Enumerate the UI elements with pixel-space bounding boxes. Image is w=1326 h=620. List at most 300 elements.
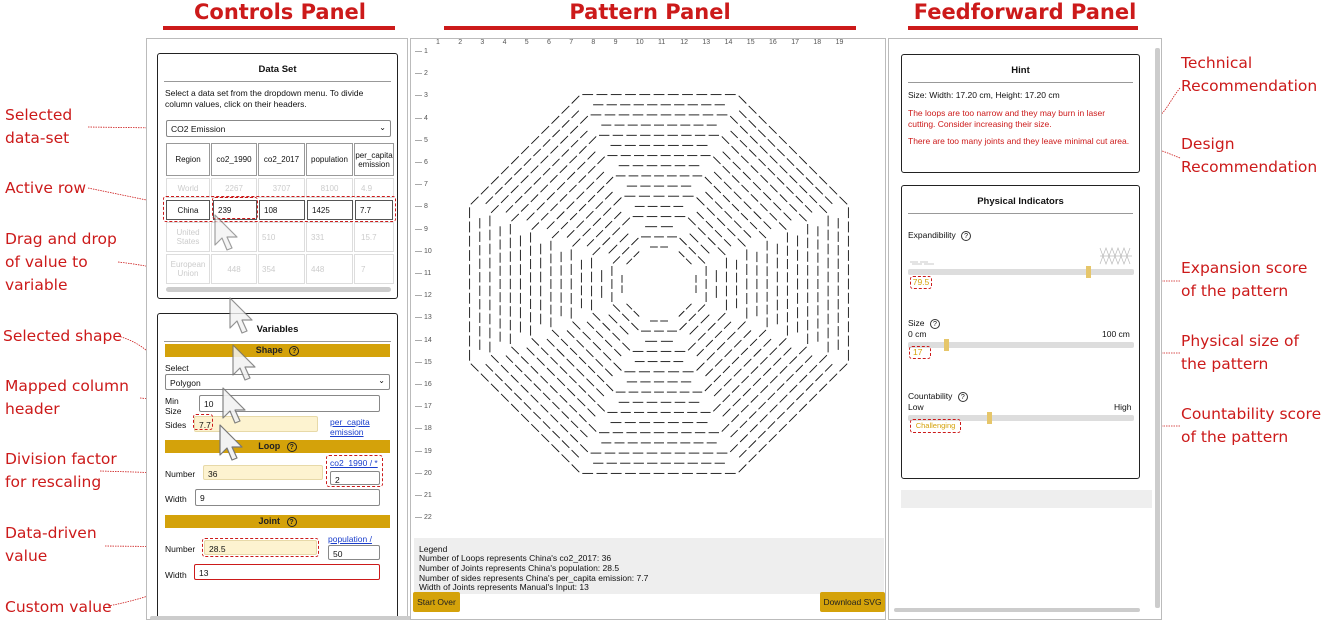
pattern-cut-segment: [739, 465, 747, 473]
pattern-cut-segment: [620, 234, 629, 243]
pattern-cut-segment: [541, 405, 549, 413]
pattern-cut-segment: [796, 365, 803, 372]
pattern-cut-segment: [534, 384, 541, 391]
pattern-cut-segment: [819, 177, 827, 185]
pattern-cut-segment: [738, 322, 746, 330]
callout-countability: Countability score of the pattern: [1181, 405, 1322, 446]
countability-slider-thumb[interactable]: [987, 412, 992, 424]
pattern-cut-segment: [753, 378, 761, 386]
pattern-cut-segment: [764, 339, 772, 347]
pattern-cut-segment: [773, 358, 781, 366]
pattern-cut-segment: [825, 197, 832, 204]
loop-link-highlight: [326, 455, 383, 487]
pattern-cut-segment: [739, 450, 746, 457]
pattern-cut-segment: [567, 388, 575, 396]
pattern-cut-segment: [810, 195, 818, 203]
pattern-cut-segment: [622, 218, 630, 226]
table-header-co2-2017[interactable]: co2_2017: [258, 143, 305, 176]
pattern-cut-segment: [770, 185, 777, 192]
hint-title: Hint: [908, 55, 1133, 83]
pattern-cut-segment: [537, 358, 545, 366]
pattern-cut-segment: [718, 313, 726, 321]
loop-number-input[interactable]: 36: [203, 465, 323, 480]
pattern-cut-segment: [713, 157, 720, 164]
dataset-select[interactable]: [166, 120, 391, 137]
pattern-cut-segment: [706, 340, 713, 347]
pattern-cut-segment: [570, 213, 577, 220]
callout-technical: Technical Recommendation: [1181, 54, 1318, 95]
pattern-cut-segment: [780, 395, 788, 403]
pattern-cut-segment: [622, 247, 629, 254]
pattern-cut-segment: [744, 331, 751, 338]
joint-divisor-input[interactable]: 50: [328, 545, 380, 560]
pattern-cut-segment: [715, 230, 722, 237]
select-label: Select: [165, 363, 189, 373]
pattern-panel-title: Pattern Panel: [569, 0, 731, 24]
pattern-cut-segment: [790, 385, 798, 393]
min-size-input[interactable]: 10: [199, 395, 380, 412]
help-icon[interactable]: ?: [958, 392, 968, 402]
pattern-cut-segment: [567, 331, 574, 338]
pattern-cut-segment: [723, 395, 730, 402]
pattern-cut-segment: [805, 205, 812, 212]
pattern-cut-segment: [744, 359, 752, 367]
pattern-cut-segment: [715, 331, 722, 338]
pattern-cut-segment: [551, 357, 558, 364]
pattern-cut-segment: [840, 197, 848, 205]
pattern-cut-segment: [799, 347, 806, 354]
pattern-cut-segment: [501, 365, 509, 373]
pattern-cut-segment: [819, 355, 827, 363]
pattern-cut-segment: [514, 393, 521, 400]
pattern-cut-segment: [561, 222, 568, 229]
joint-section-header: [165, 515, 390, 528]
pattern-cut-segment: [567, 230, 574, 237]
pattern-cut-segment: [547, 368, 555, 376]
pattern-cut-segment: [723, 152, 731, 160]
pattern-cut-segment: [686, 259, 692, 265]
pattern-cut-segment: [760, 204, 767, 211]
pattern-cut-segment: [758, 431, 765, 438]
pattern-cut-segment: [805, 356, 812, 363]
pattern-cut-segment: [552, 231, 559, 238]
pattern-cut-segment: [570, 126, 578, 134]
callout-mapped-header: Mapped column header: [5, 377, 129, 418]
pattern-cut-segment: [768, 421, 775, 428]
pattern-cut-segment: [789, 146, 797, 154]
loop-width-input[interactable]: 9: [195, 489, 380, 506]
pattern-cut-segment: [734, 192, 742, 200]
pattern-cut-segment: [577, 398, 585, 406]
pattern-cut-segment: [605, 192, 612, 199]
pattern-cut-segment: [501, 394, 509, 402]
ruler-tick-label: — 5: [415, 136, 428, 144]
pattern-cut-segment: [819, 205, 827, 213]
ruler-tick-label: — 8: [415, 203, 428, 211]
table-cell: 448: [306, 254, 353, 284]
pattern-cut-segment: [598, 157, 605, 164]
pattern-cut-segment: [786, 187, 793, 194]
pattern-cut-segment: [541, 348, 548, 355]
pattern-cut-segment: [732, 357, 739, 364]
pattern-cut-segment: [796, 168, 803, 175]
pattern-cut-segment: [763, 192, 771, 200]
expandability-label-text: Expandibility: [908, 230, 956, 240]
pattern-cut-segment: [727, 228, 735, 236]
pattern-cut-segment: [799, 156, 807, 164]
pattern-cut-segment: [810, 365, 818, 373]
pattern-cut-segment: [527, 213, 535, 221]
pattern-cut-segment: [707, 352, 715, 360]
legend-line: Width of Joints represents Manual's Input: 13: [419, 582, 589, 592]
pattern-cut-segment: [825, 364, 832, 371]
joint-width-input[interactable]: 13: [194, 564, 380, 580]
shape-header-label: Shape: [255, 345, 283, 355]
pattern-cut-segment: [749, 411, 756, 418]
pattern-cut-segment: [627, 304, 633, 310]
pattern-cut-segment: [531, 195, 538, 202]
sides-input[interactable]: 7.7: [194, 416, 318, 432]
expandability-score: 79.5: [910, 276, 932, 289]
pattern-cut-segment: [631, 238, 638, 245]
pattern-cut-segment: [740, 140, 747, 147]
joint-number-input[interactable]: 28.5: [204, 540, 317, 555]
ruler-tick-label: — 2: [415, 70, 428, 78]
pattern-cut-segment: [557, 378, 565, 386]
pattern-cut-segment: [743, 388, 751, 396]
ruler-tick-label: — 21: [415, 492, 432, 499]
size-slider[interactable]: [908, 342, 1134, 348]
callout-selected-dataset: Selected data-set: [5, 106, 73, 147]
table-header-co2-1990[interactable]: co2_1990: [211, 143, 257, 176]
pattern-cut-segment: [744, 230, 751, 237]
pattern-cut-segment: [570, 156, 577, 163]
help-icon[interactable]: ?: [961, 231, 971, 241]
pattern-cut-segment: [779, 424, 787, 432]
pattern-cut-segment: [613, 333, 621, 341]
ruler-tick-label: — 18: [415, 425, 432, 433]
pattern-cut-segment: [589, 424, 596, 431]
pattern-cut-segment: [587, 379, 595, 387]
pattern-cut-segment: [686, 304, 692, 310]
countability-high-label: High: [1114, 402, 1132, 412]
pattern-cut-segment: [597, 186, 604, 193]
pattern-cut-segment: [816, 374, 823, 381]
table-cell: United States: [166, 222, 210, 252]
cursor-arrow-icon: [233, 345, 255, 380]
controls-panel-title: Controls Panel: [193, 0, 366, 24]
pattern-cut-segment: [580, 116, 588, 124]
pattern-cut-segment: [471, 197, 479, 205]
table-header-region[interactable]: Region: [166, 143, 210, 176]
pattern-cut-segment: [819, 384, 827, 392]
pattern-cut-segment: [613, 228, 621, 236]
pattern-cut-segment: [701, 245, 710, 254]
pattern-cut-segment: [773, 202, 781, 210]
pattern-cut-segment: [739, 96, 747, 104]
pattern-cut-segment: [698, 305, 705, 312]
pattern-cut-segment: [777, 177, 784, 184]
feedforward-scrollbar[interactable]: [1155, 48, 1160, 608]
pattern-cut-segment: [777, 149, 784, 156]
ruler-tick-label: — 12: [415, 292, 432, 300]
pattern-cut-segment: [543, 421, 550, 428]
pattern-cut-segment: [596, 230, 603, 237]
start-over-button[interactable]: Start Over: [413, 592, 460, 612]
pattern-cut-segment: [511, 375, 519, 383]
pattern-cut-segment: [560, 395, 567, 402]
pattern-cut-segment: [620, 326, 629, 335]
help-icon[interactable]: ?: [930, 319, 940, 329]
help-icon[interactable]: ?: [289, 346, 299, 356]
pattern-cut-segment: [761, 386, 768, 393]
pattern-cut-segment: [731, 430, 738, 437]
pattern-cut-segment: [723, 195, 730, 202]
download-svg-button[interactable]: Download SVG: [820, 592, 885, 612]
pattern-cut-segment: [551, 415, 559, 423]
table-cell: 2267: [211, 178, 257, 198]
joint-width-label: Width: [165, 570, 187, 580]
pattern-cut-segment: [491, 205, 499, 213]
ruler-tick-label: 17: [791, 39, 799, 46]
pattern-cut-segment: [501, 195, 509, 203]
pattern-cut-segment: [573, 239, 581, 247]
pattern-cut-segment: [742, 376, 749, 383]
pattern-cut-segment: [562, 106, 570, 114]
pattern-cut-segment: [759, 116, 767, 124]
pattern-cut-segment: [679, 311, 685, 317]
ruler-tick-label: 11: [658, 39, 666, 46]
pattern-cut-segment: [586, 350, 593, 357]
pattern-cut-segment: [730, 116, 738, 124]
pattern-cut-segment: [491, 384, 499, 392]
pattern-cut-segment: [809, 394, 817, 402]
pattern-cut-segment: [506, 356, 513, 363]
pattern-cut-segment: [763, 368, 771, 376]
pattern-cut-segment: [751, 367, 758, 374]
pattern-cut-segment: [806, 383, 813, 390]
pattern-cut-segment: [521, 204, 528, 211]
pattern-cut-segment: [572, 96, 580, 104]
pattern-cut-segment: [550, 175, 557, 182]
ruler-tick-label: 9: [613, 39, 618, 46]
pattern-cut-segment: [769, 126, 777, 134]
pattern-cut-segment: [760, 415, 768, 423]
ruler-tick-label: 4: [502, 39, 507, 46]
pattern-cut-segment: [799, 404, 807, 412]
pattern-cut-segment: [486, 364, 493, 371]
loop-column-link[interactable]: co2_1990 / *: [330, 458, 378, 468]
cursor-arrow-icon: [230, 298, 252, 333]
pattern-cut-segment: [531, 136, 539, 144]
pattern-cut-segment: [614, 349, 621, 356]
pattern-cut-segment: [511, 214, 518, 221]
table-cell-active[interactable]: China: [166, 200, 210, 220]
pattern-cut-segment: [799, 214, 806, 221]
pattern-cut-segment: [759, 231, 766, 238]
joint-number-label: Number: [165, 544, 196, 554]
table-horizontal-scrollbar[interactable]: [166, 287, 391, 292]
pattern-cut-segment: [543, 139, 550, 146]
pattern-cut-segment: [725, 211, 732, 218]
table-cell-active[interactable]: 239: [213, 200, 257, 220]
table-cell-active[interactable]: 1425: [307, 200, 353, 220]
feedforward-horizontal-scrollbar[interactable]: [894, 608, 1140, 612]
pattern-cut-segment: [727, 332, 735, 340]
pattern-cut-segment: [733, 162, 741, 170]
ruler-tick-label: 18: [813, 39, 822, 46]
pattern-cut-segment: [589, 136, 596, 143]
size-slider-thumb[interactable]: [944, 339, 949, 351]
compact-pattern-icon: [908, 254, 938, 266]
ruler-tick-label: — 4: [415, 114, 428, 122]
pattern-cut-segment: [753, 182, 761, 190]
pattern-cut-segment: [560, 194, 567, 201]
pattern-cut-segment: [567, 202, 575, 210]
ruler-tick-label: 15: [746, 39, 755, 46]
pattern-cut-segment: [751, 395, 758, 402]
pattern-cut-segment: [613, 305, 620, 312]
table-header-per-capita[interactable]: per_capita emission: [354, 143, 394, 176]
ruler-tick-label: 2: [458, 39, 463, 46]
pattern-cut-segment: [557, 349, 565, 357]
pattern-cut-segment: [779, 223, 786, 230]
pattern-cut-segment: [552, 116, 560, 124]
pattern-cut-segment: [829, 374, 837, 382]
pattern-cut-segment: [609, 315, 618, 324]
pattern-cut-segment: [706, 369, 713, 376]
pattern-cut-segment: [550, 386, 557, 393]
chevron-down-icon: ⌄: [378, 376, 385, 385]
joint-number-highlight: [202, 538, 319, 557]
pattern-cut-segment: [598, 404, 605, 411]
help-icon[interactable]: ?: [287, 517, 297, 527]
hint-card: [901, 54, 1140, 173]
pattern-cut-segment: [760, 357, 767, 364]
pattern-cut-segment: [572, 111, 579, 118]
pattern-cut-segment: [572, 465, 580, 473]
pattern-cut-segment: [724, 379, 732, 387]
pattern-cut-segment: [622, 314, 629, 321]
pattern-cut-segment: [732, 415, 739, 422]
pattern-cut-segment: [750, 136, 758, 144]
pattern-cut-segment: [527, 348, 535, 356]
table-cell-active[interactable]: 7.7: [355, 200, 393, 220]
pattern-cut-segment: [514, 168, 521, 175]
pattern-cut-segment: [741, 156, 748, 163]
pattern-cut-segment: [562, 150, 569, 157]
loop-width-label: Width: [165, 494, 187, 504]
pattern-cut-segment: [511, 185, 519, 193]
pattern-cut-segment: [751, 194, 758, 201]
pattern-cut-segment: [816, 187, 823, 194]
pattern-cut-segment: [724, 239, 731, 246]
pattern-cut-segment: [533, 149, 540, 156]
pattern-cut-segment: [579, 176, 586, 183]
expanded-pattern-icon: [1098, 244, 1134, 266]
indicators-title: Physical Indicators: [908, 186, 1133, 214]
pattern-cut-segment: [525, 374, 532, 381]
pattern-cut-segment: [521, 357, 528, 364]
pattern-cut-segment: [521, 414, 529, 422]
table-cell-active[interactable]: 108: [259, 200, 305, 220]
pattern-cut-segment: [572, 450, 579, 457]
pattern-cut-segment: [631, 323, 638, 330]
ruler-tick-label: — 22: [415, 514, 432, 522]
pattern-cut-segment: [759, 159, 766, 166]
pattern-cut-segment: [715, 359, 722, 366]
pattern-cut-segment: [552, 159, 559, 166]
pattern-cut-segment: [749, 120, 756, 127]
pattern-cut-segment: [751, 166, 758, 173]
joint-column-link[interactable]: population /: [328, 534, 372, 544]
pattern-cut-segment: [707, 208, 715, 216]
pattern-cut-segment: [723, 166, 730, 173]
pattern-cut-segment: [557, 212, 565, 220]
countability-low-label: Low: [908, 402, 924, 412]
expandability-slider[interactable]: [908, 269, 1134, 275]
pattern-cut-segment: [770, 376, 777, 383]
ruler-tick-label: — 19: [415, 447, 432, 455]
pattern-cut-segment: [569, 185, 576, 192]
pattern-cut-segment: [534, 177, 541, 184]
pattern-cut-segment: [603, 352, 611, 360]
pattern-cut-segment: [580, 131, 587, 138]
pattern-cut-segment: [521, 146, 529, 154]
ruler-tick-label: — 17: [415, 403, 432, 411]
pattern-cut-segment: [569, 376, 576, 383]
pattern-cut-segment: [561, 339, 568, 346]
pattern-cut-segment: [759, 330, 766, 337]
pattern-cut-segment: [593, 342, 601, 350]
pattern-cut-segment: [543, 393, 550, 400]
help-icon[interactable]: ?: [287, 442, 297, 452]
callout-design: Design Recommendation: [1181, 135, 1318, 176]
pattern-cut-segment: [779, 136, 787, 144]
pattern-cut-segment: [768, 139, 775, 146]
pattern-cut-segment: [486, 197, 493, 204]
pattern-cut-segment: [521, 385, 529, 393]
ruler-tick-label: — 9: [415, 225, 428, 233]
table-header-population[interactable]: population: [306, 143, 353, 176]
pattern-cut-segment: [580, 444, 588, 452]
table-cell: 8100: [306, 178, 353, 198]
pattern-cut-segment: [734, 221, 741, 228]
pattern-cut-segment: [680, 238, 687, 245]
pattern-cut-segment: [777, 412, 784, 419]
pattern-cut-segment: [741, 213, 748, 220]
pattern-cut-segment: [784, 213, 792, 221]
pattern-cut-segment: [739, 111, 746, 118]
pattern-canvas[interactable]: [420, 45, 880, 535]
expandability-label: [908, 230, 971, 241]
pattern-cut-segment: [779, 338, 786, 345]
loop-divisor-input[interactable]: 2: [330, 471, 380, 485]
hint-size: Size: Width: 17.20 cm, Height: 17.20 cm: [908, 90, 1060, 100]
min-size-label: Min Size: [165, 396, 182, 416]
expandability-slider-thumb[interactable]: [1086, 266, 1091, 278]
sides-column-link[interactable]: per_capita emission: [330, 417, 370, 437]
pattern-cut-segment: [524, 158, 531, 165]
pattern-cut-segment: [553, 130, 560, 137]
ruler-tick-label: 13: [702, 39, 711, 46]
shape-select[interactable]: [165, 374, 390, 390]
table-cell: World: [166, 178, 210, 198]
pattern-cut-segment: [593, 218, 601, 226]
ruler-tick-label: 1: [436, 39, 440, 46]
pattern-cut-segment: [688, 218, 696, 226]
legend-line: Number of Loops represents China's co2_2017: 36: [419, 553, 612, 563]
